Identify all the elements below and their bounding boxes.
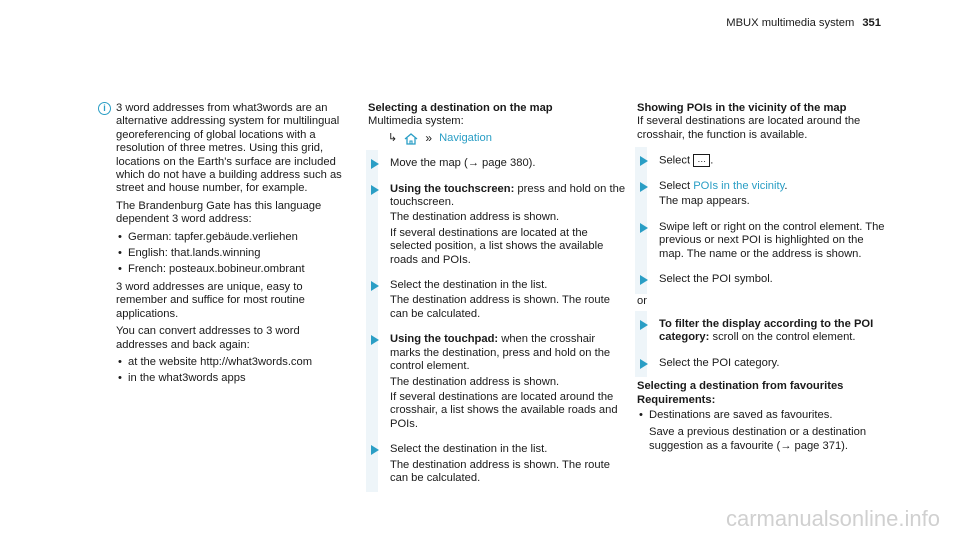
- page-header: [726, 17, 881, 30]
- requirements-label: Requirements:: [637, 393, 716, 406]
- step-result: The destination address is shown. The route can be calculated.: [390, 294, 610, 320]
- more-options-icon: …: [693, 154, 710, 167]
- step-text: Move the map (→ page 380).: [390, 157, 536, 170]
- step-result: The destination address is shown. The route can be calculated.: [390, 458, 610, 484]
- navigation-link[interactable]: Navigation: [439, 131, 492, 144]
- step-arrow-icon: [640, 275, 648, 285]
- step-touchpad: [368, 333, 626, 431]
- step-result: The destination address is shown.: [390, 375, 560, 388]
- step-arrow-icon: [640, 223, 648, 233]
- double-chevron-icon: »: [425, 130, 433, 145]
- step-result: The destination address is shown.: [390, 211, 560, 224]
- step-filter: [637, 318, 889, 345]
- step-select-category: [637, 357, 889, 370]
- convert-list: [116, 356, 344, 386]
- step-text: Select … .: [659, 154, 714, 167]
- step-text: Select the destination in the list.: [390, 443, 548, 456]
- step-text: Select the POI category.: [659, 356, 780, 369]
- list-item: • French: posteaux.bobineur.ombrant: [116, 263, 344, 276]
- multimedia-system-label: Multimedia system:: [368, 115, 464, 128]
- step-select-more: [637, 154, 889, 168]
- page-number: 351: [862, 17, 881, 29]
- home-icon: [404, 133, 418, 145]
- step-select-list-2: [368, 443, 626, 485]
- note-paragraph-4: You can convert addresses to 3 word addresses and back again:: [116, 325, 300, 351]
- step-result: The map appears.: [659, 195, 750, 208]
- step-arrow-icon: [371, 185, 379, 195]
- step-arrow-icon: [640, 182, 648, 192]
- requirements-list: [637, 409, 889, 453]
- step-text: Select POIs in the vicinity.: [659, 180, 788, 193]
- step-text: Using the touchscreen: press and hold on the touchscreen.: [390, 182, 626, 209]
- path-arrow-icon: ↳: [388, 131, 398, 144]
- list-item: • in the what3words apps: [116, 372, 344, 385]
- step-text: To filter the display according to the POI category: scroll on the control element.: [659, 317, 874, 344]
- step-text: Select the POI symbol.: [659, 273, 773, 286]
- step-select-pois: [637, 180, 889, 209]
- info-note: [98, 102, 344, 386]
- pois-in-vicinity-link[interactable]: POIs in the vicinity: [693, 180, 785, 193]
- step-note: If several destinations are located at the selected position, a list shows the available roads and POIs.: [390, 226, 604, 266]
- watermark: carmanualsonline.info: [725, 505, 940, 531]
- section-heading-pois: Showing POIs in the vicinity of the map: [637, 102, 847, 114]
- step-arrow-icon: [371, 159, 379, 169]
- requirement-detail: Save a previous destination or a destination suggestion as a favourite (→ page 371).: [649, 426, 867, 452]
- note-paragraph-1: 3 word addresses from what3words are an alternative addressing system for multilingual georeferencing of global locations with a resolution of three metres. Using this grid, locations on the Earth's surface are included which do not have a building address such as street and house number, for example.: [116, 102, 342, 195]
- column-left: [98, 102, 344, 390]
- column-right: [637, 102, 889, 457]
- list-item: • English: that.lands.winning: [116, 247, 344, 260]
- step-select-list: [368, 279, 626, 321]
- step-arrow-icon: [640, 156, 648, 166]
- note-paragraph-2: The Brandenburg Gate has this language dependent 3 word address:: [116, 199, 322, 226]
- step-arrow-icon: [640, 359, 648, 369]
- menu-path: [368, 132, 626, 145]
- list-item: • Destinations are saved as favourites. Save a previous destination or a destination suggestion as a favourite (→ page 371).: [637, 409, 889, 453]
- step-text: Using the touchpad: when the crosshair marks the destination, press and hold on the control element.: [390, 333, 611, 373]
- address-list: [116, 231, 344, 277]
- column-middle: [368, 102, 626, 485]
- section-heading-favourites: Selecting a destination from favourites: [637, 380, 844, 393]
- section-heading-map: Selecting a destination on the map: [368, 102, 553, 114]
- or-label: or: [637, 294, 647, 307]
- list-item: • German: tapfer.gebäude.verliehen: [116, 231, 344, 244]
- step-text: Select the destination in the list.: [390, 279, 548, 292]
- step-touchscreen: [368, 183, 626, 267]
- step-select-symbol: [637, 273, 889, 286]
- step-arrow-icon: [371, 281, 379, 291]
- step-arrow-icon: [371, 445, 379, 455]
- info-icon: i: [98, 102, 111, 115]
- step-arrow-icon: [371, 335, 379, 345]
- step-text: Swipe left or right on the control element. The previous or next POI is highlighted on the map. The name or the address is shown.: [659, 220, 885, 260]
- pois-intro: If several destinations are located around the crosshair, the function is available.: [637, 115, 861, 141]
- list-item: • at the website http://what3words.com: [116, 356, 344, 369]
- header-title: MBUX multimedia system: [726, 17, 855, 29]
- step-move-map: [368, 157, 626, 170]
- note-paragraph-3: 3 word addresses are unique, easy to remember and suffice for most routine applications.: [116, 280, 305, 320]
- step-arrow-icon: [640, 320, 648, 330]
- step-swipe: [637, 221, 889, 261]
- step-note: If several destinations are located around the crosshair, a list shows the available roads and POIs.: [390, 390, 618, 430]
